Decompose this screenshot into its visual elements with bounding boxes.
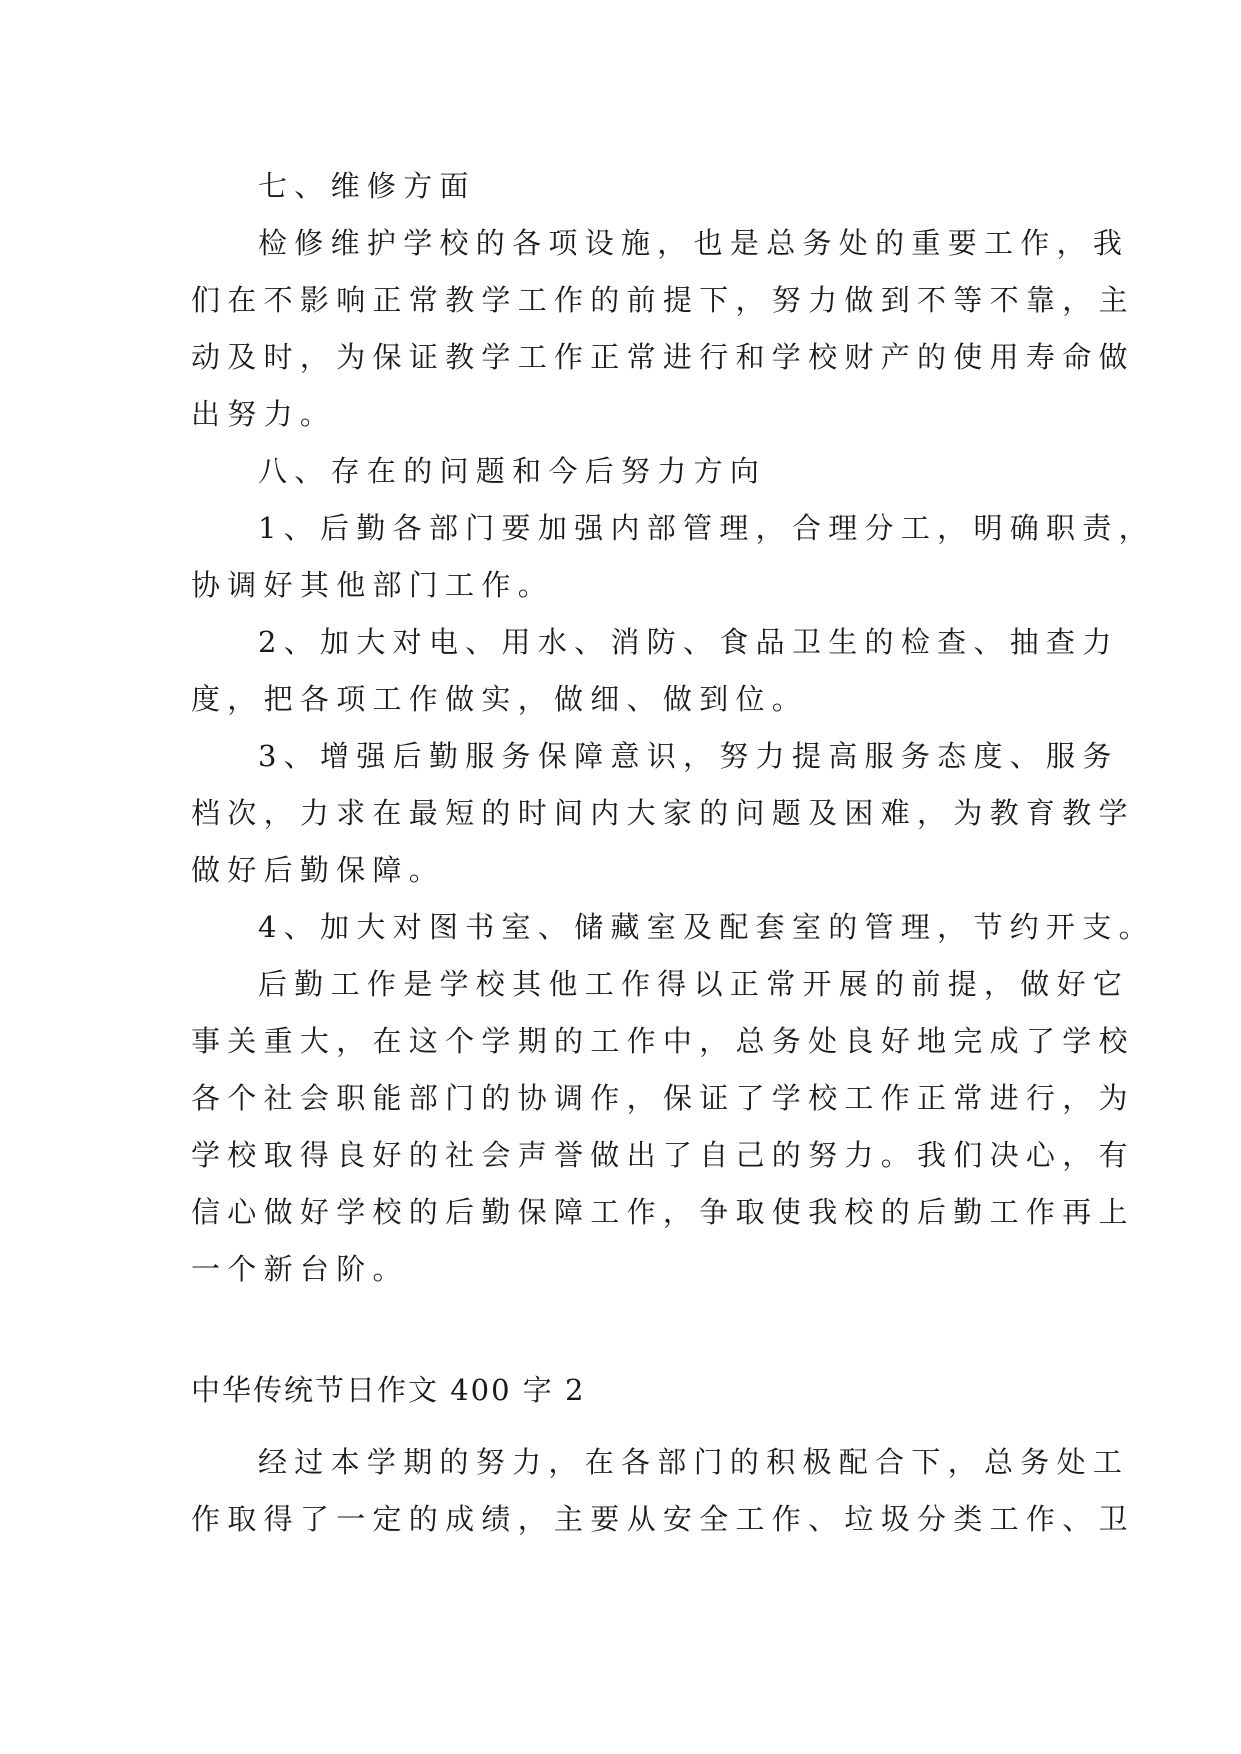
- paragraph-line: 作取得了一定的成绩，主要从安全工作、垃圾分类工作、卫: [191, 1502, 1135, 1536]
- list-item-1: 1、后勤各部门要加强内部管理，合理分工，明确职责，: [258, 511, 1155, 545]
- paragraph-line: 事关重大，在这个学期的工作中，总务处良好地完成了学校: [191, 1024, 1135, 1058]
- list-item-2-continued: 度，把各项工作做实，做细、做到位。: [191, 682, 809, 716]
- paragraph-line: 各个社会职能部门的协调作，保证了学校工作正常进行，为: [191, 1081, 1135, 1115]
- list-item-1-continued: 协调好其他部门工作。: [191, 568, 555, 602]
- list-item-3-continued: 做好后勤保障。: [191, 853, 446, 887]
- section-heading-maintenance: 七、维修方面: [258, 169, 476, 203]
- essay-title: 中华传统节日作文 400 字 2: [191, 1373, 586, 1407]
- list-item-2: 2、加大对电、用水、消防、食品卫生的检查、抽查力: [258, 625, 1119, 659]
- paragraph-line: 一个新台阶。: [191, 1252, 409, 1286]
- paragraph-line: 出努力。: [191, 397, 337, 431]
- paragraph-line: 们在不影响正常教学工作的前提下，努力做到不等不靠，主: [191, 283, 1135, 317]
- paragraph-line: 动及时，为保证教学工作正常进行和学校财产的使用寿命做: [191, 340, 1135, 374]
- section-heading-issues: 八、存在的问题和今后努力方向: [258, 454, 767, 488]
- list-item-3-continued: 档次，力求在最短的时间内大家的问题及困难，为教育教学: [191, 796, 1135, 830]
- paragraph-line: 经过本学期的努力，在各部门的积极配合下，总务处工: [258, 1445, 1130, 1479]
- list-item-3: 3、增强后勤服务保障意识，努力提高服务态度、服务: [258, 739, 1119, 773]
- paragraph-line: 学校取得良好的社会声誉做出了自己的努力。我们决心，有: [191, 1138, 1135, 1172]
- paragraph-line: 后勤工作是学校其他工作得以正常开展的前提，做好它: [258, 967, 1130, 1001]
- paragraph-line: 检修维护学校的各项设施，也是总务处的重要工作，我: [258, 226, 1130, 260]
- paragraph-line: 信心做好学校的后勤保障工作，争取使我校的后勤工作再上: [191, 1195, 1135, 1229]
- list-item-4: 4、加大对图书室、储藏室及配套室的管理，节约开支。: [258, 910, 1155, 944]
